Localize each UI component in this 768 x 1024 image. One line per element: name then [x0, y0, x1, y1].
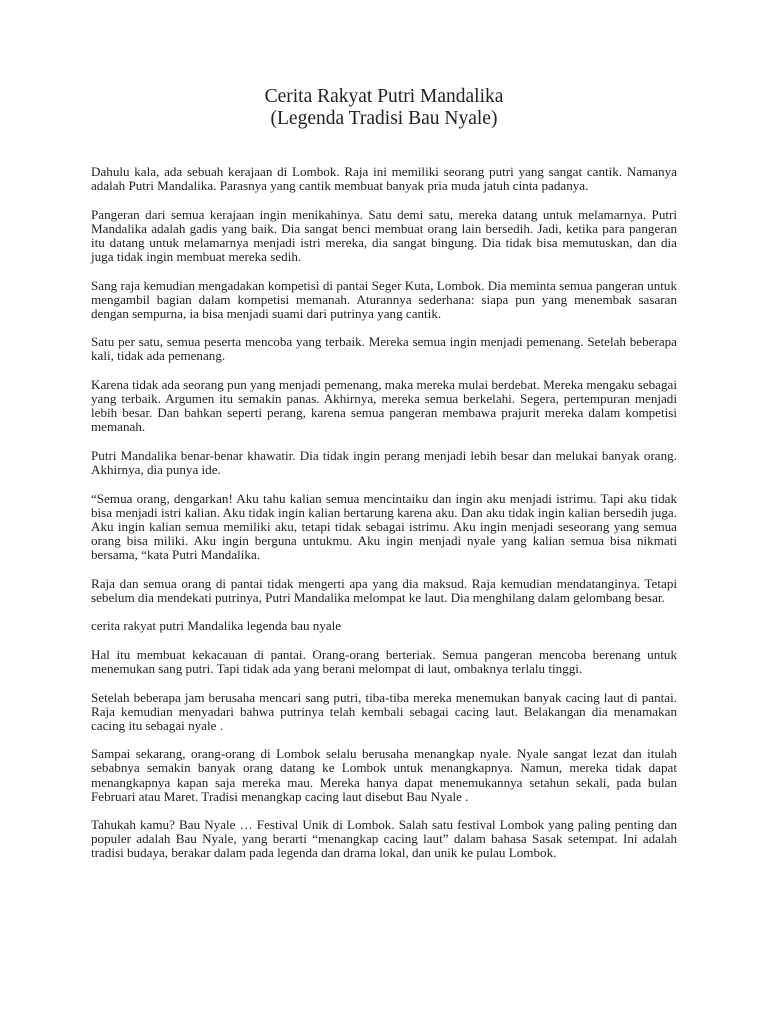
paragraph-speech: “Semua orang, dengarkan! Aku tahu kalian semua mencintaiku dan ingin aku menjadi istrimu. Tapi aku tidak bisa menjadi istri kalian. Aku tidak ingin kalian bertarung karena aku. Dan aku tidak ingin kalian bersedih juga. Aku ingin kalian semua memiliki aku, tetapi tidak sebagai istrimu. Aku ingin menjadi seseorang yang semua orang bisa miliki. Aku ingin berguna untukmu. Aku ingin menjadi nyale yang kalian semua bisa nikmati bersama, “kata Putri Mandalika.: [91, 490, 677, 562]
paragraph-sea-worms: Setelah beberapa jam berusaha mencari sang putri, tiba-tiba mereka menemukan banyak cacing laut di pantai. Raja kemudian menyadari bahwa putrinya telah kembali sebagai cacing laut. Belakangan dia menamakan cacing itu sebagai nyale .: [91, 689, 677, 733]
page-title: Cerita Rakyat Putri Mandalika: [264, 86, 504, 107]
page-subtitle: (Legenda Tradisi Bau Nyale): [270, 108, 498, 129]
paragraph-intro: Dahulu kala, ada sebuah kerajaan di Lombok. Raja ini memiliki seorang putri yang sangat cantik. Namanya adalah Putri Mandalika. Parasnya yang cantik membuat banyak pria muda jatuh cinta padanya.: [91, 164, 677, 194]
paragraph-suitors: Pangeran dari semua kerajaan ingin menikahinya. Satu demi satu, mereka datang untuk melamarnya. Putri Mandalika adalah gadis yang baik. Dia sangat benci membuat orang lain bersedih. Jadi, ketika para pangeran itu datang untuk melamarnya menjadi istri mereka, dia sangat bingung. Dia tidak bisa memutuskan, dan dia juga tidak ingin membuat mereka sedih.: [91, 206, 677, 264]
document-body: [91, 165, 677, 875]
paragraph-competition: Sang raja kemudian mengadakan kompetisi di pantai Seger Kuta, Lombok. Dia meminta semua pangeran untuk mengambil bagian dalam kompetisi memanah. Aturannya sederhana: siapa pun yang menembak sasaran dengan sempurna, ia bisa menjadi suami dari putrinya yang cantik.: [91, 277, 677, 321]
paragraph-battle: Karena tidak ada seorang pun yang menjadi pemenang, maka mereka mulai berdebat. Mereka mengaku sebagai yang terbaik. Argumen itu semakin panas. Akhirnya, mereka semua berkelahi. Segera, pertempuran menjadi lebih besar. Dan bahkan seperti perang, karena semua pangeran membawa prajurit mereka dalam kompetisi memanah.: [91, 377, 677, 435]
paragraph-jump: Raja dan semua orang di pantai tidak mengerti apa yang dia maksud. Raja kemudian mendatanginya. Tetapi sebelum dia mendekati putrinya, Putri Mandalika melompat ke laut. Dia menghilang dalam gelombang besar.: [91, 575, 677, 605]
paragraph-worried: Putri Mandalika benar-benar khawatir. Dia tidak ingin perang menjadi lebih besar dan melukai banyak orang. Akhirnya, dia punya ide.: [91, 447, 677, 477]
title-block: [0, 86, 768, 130]
paragraph-festival: Tahukah kamu? Bau Nyale … Festival Unik di Lombok. Salah satu festival Lombok yang paling penting dan populer adalah Bau Nyale, yang berarti “menangkap cacing laut” dalam bahasa Sasak setempat. Ini adalah tradisi budaya, berakar dalam pada legenda dan drama lokal, dan unik ke pulau Lombok.: [91, 817, 677, 861]
paragraph-tradition: Sampai sekarang, orang-orang di Lombok selalu berusaha menangkap nyale. Nyale sangat lezat dan itulah sebabnya semakin banyak orang datang ke Lombok untuk menangkapnya. Namun, mereka tidak dapat menangkapnya kapan saja mereka mau. Mereka hanya dapat menemukannya setahun sekali, pada bulan Februari atau Maret. Tradisi menangkap cacing laut disebut Bau Nyale .: [91, 746, 677, 804]
paragraph-caption: cerita rakyat putri Mandalika legenda bau nyale: [91, 618, 342, 634]
paragraph-no-winner: Satu per satu, semua peserta mencoba yang terbaik. Mereka semua ingin menjadi pemenang. Setelah beberapa kali, tidak ada pemenang.: [91, 334, 677, 364]
paragraph-chaos: Hal itu membuat kekacauan di pantai. Orang-orang berteriak. Semua pangeran mencoba berenang untuk menemukan sang putri. Tapi tidak ada yang berani melompat di laut, ombaknya terlalu tinggi.: [91, 646, 677, 676]
